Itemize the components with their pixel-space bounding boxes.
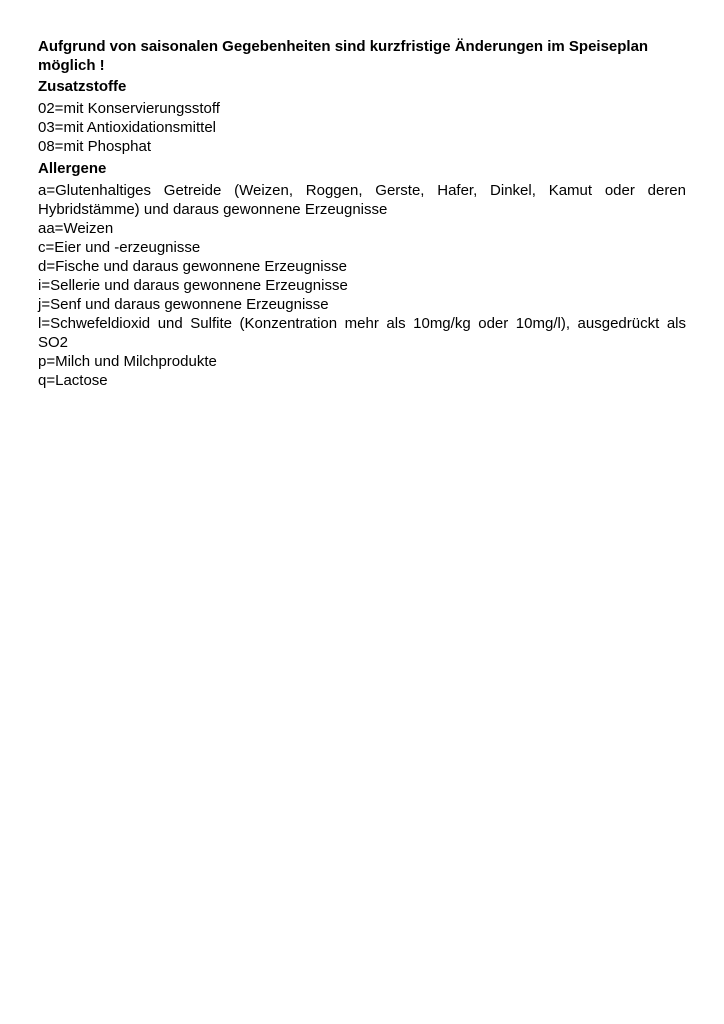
additive-item-08: 08=mit Phosphat <box>38 138 151 155</box>
allergen-item-a: a=Glutenhaltiges Getreide (Weizen, Roggen, Gerste, Hafer, Dinkel, Kamut oder deren Hybridstämme) und daraus gewonnene Erzeugnisse <box>38 182 686 218</box>
allergen-item-c: c=Eier und -erzeugnisse <box>38 239 201 256</box>
allergen-item-aa: aa=Weizen <box>38 220 114 237</box>
allergen-item-j: j=Senf und daraus gewonnene Erzeugnisse <box>38 296 329 313</box>
additive-item-03: 03=mit Antioxidationsmittel <box>38 119 217 136</box>
allergens-heading: Allergene <box>38 160 107 177</box>
menu-change-notice: Aufgrund von saisonalen Gegebenheiten sind kurzfristige Änderungen im Speiseplan möglich ! <box>38 38 649 74</box>
allergen-item-q: q=Lactose <box>38 372 108 389</box>
allergen-item-l: l=Schwefeldioxid und Sulfite (Konzentration mehr als 10mg/kg oder 10mg/l), ausgedrückt als SO2 <box>38 315 686 351</box>
allergens-list <box>38 181 686 390</box>
allergen-item-i: i=Sellerie und daraus gewonnene Erzeugnisse <box>38 277 348 294</box>
allergen-item-p: p=Milch und Milchprodukte <box>38 353 217 370</box>
allergen-item-d: d=Fische und daraus gewonnene Erzeugnisse <box>38 258 347 275</box>
additive-item-02: 02=mit Konservierungsstoff <box>38 100 220 117</box>
additives-heading: Zusatzstoffe <box>38 78 127 95</box>
additives-list <box>38 99 686 156</box>
